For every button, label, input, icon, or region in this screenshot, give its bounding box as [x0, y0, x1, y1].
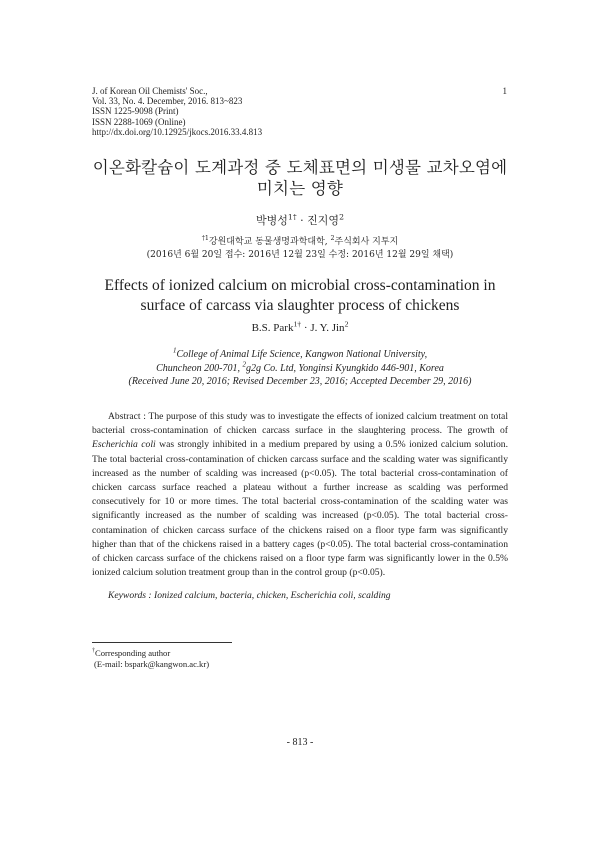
- issn-print: ISSN 1225-9098 (Print): [92, 106, 179, 117]
- footnote: [92, 648, 209, 670]
- english-affil2-sup: 2: [242, 360, 246, 369]
- issn-online: ISSN 2288-1069 (Online): [92, 116, 186, 127]
- abstract-text-2: was strongly inhibited in a medium prepared by using a 0.5% ionized calcium solution. The total bacterial cross-contamination of chicken carcass surface and the scalding water was significantly increased as the number of scalding was increased (p<0.05). The total bacterial cross-contamination of chicken carcass surface reached a plateau without a further increase as scalding was performed consecutively for 10 or more times. The total bacterial cross-contamination of the scalding water was significantly increased as the number of scalding was increased (p<0.05). The total bacterial cross-contamination of chicken carcass surface of the chickens raised on a floor type farm was significantly higher than that of the chickens raised in a battery cages (p<0.05). The total bacterial cross-contamination of chicken carcass surface of the chickens raised on a floor type farm was significantly lower in the 0.5% ionized calcium solution treatment group than in the control group (p<0.05).: [92, 439, 508, 579]
- english-author1-sup: 1†: [293, 319, 302, 329]
- korean-affil2: 주식회사 지투지: [334, 237, 399, 247]
- journal-citation-block: [92, 86, 262, 137]
- english-affil2-pre: Chuncheon 200-701,: [156, 362, 243, 374]
- doi-link[interactable]: http://dx.doi.org/10.12925/jkocs.2016.33.4.813: [92, 126, 263, 137]
- author-separator: ·: [296, 214, 308, 227]
- page-number-bottom: - 813 -: [286, 737, 314, 748]
- english-affil1: College of Animal Life Science, Kangwon National University,: [176, 349, 428, 360]
- korean-author1-sup: 1†: [287, 212, 297, 222]
- korean-affiliation: [0, 236, 600, 262]
- abstract-italic-species: Escherichia coli: [92, 439, 156, 451]
- journal-name: J. of Korean Oil Chemists' Soc.,: [92, 86, 208, 96]
- korean-title-line2: 미치는 영향: [256, 179, 344, 198]
- korean-title-line1: 이온화칼슘이 도계과정 중 도체표면의 미생물 교차오염에: [92, 158, 508, 177]
- english-authors: [0, 319, 600, 334]
- korean-author2-sup: 2: [339, 212, 344, 222]
- korean-authors: [0, 212, 600, 228]
- english-affil2: g2g Co. Ltd, Yonginsi Kyungkido 446-901, Korea: [246, 362, 444, 374]
- journal-volume: Vol. 33, No. 4. December, 2016. 813~823: [92, 96, 243, 107]
- english-affil1-sup: 1: [172, 346, 177, 355]
- english-affiliation: [0, 348, 600, 389]
- corresponding-author: Corresponding author: [95, 648, 171, 658]
- abstract-text-1: The purpose of this study was to investigate the effects of ionized calcium treatment on total bacterial cross-contamination of chicken carcass surface in the slaughtering process. The growth of: [92, 411, 508, 437]
- korean-affil1: 강원대학교 동물생명과학대학,: [208, 237, 331, 247]
- corresponding-email: (E-mail: bspark@kangwon.ac.kr): [94, 659, 210, 669]
- english-author1: B.S. Park: [251, 322, 294, 334]
- korean-author2: 진지영: [307, 214, 340, 227]
- page-number-top: 1: [502, 86, 507, 96]
- english-dates: (Received June 20, 2016; Revised December 23, 2016; Accepted December 29, 2016): [128, 376, 472, 387]
- korean-title: [0, 157, 600, 199]
- korean-author1: 박병성: [256, 214, 288, 227]
- keywords: Keywords : Ionized calcium, bacteria, chicken, Escherichia coli, scalding: [108, 590, 391, 601]
- korean-dates: (2016년 6월 20일 접수: 2016년 12월 23일 수정: 2016년 12월 29일 채택): [146, 250, 454, 260]
- english-title-line2: surface of carcass via slaughter process of chickens: [140, 297, 460, 314]
- korean-affil-sup2: 2: [330, 235, 335, 242]
- footnote-divider: [92, 642, 232, 643]
- english-author2: J. Y. Jin: [310, 322, 345, 334]
- author-separator-en: ·: [301, 322, 311, 334]
- dagger-symbol: †: [92, 648, 96, 655]
- english-author2-sup: 2: [344, 319, 349, 329]
- english-title-line1: Effects of ionized calcium on microbial cross-contamination in: [104, 277, 496, 294]
- english-title: [0, 276, 600, 316]
- korean-affil-sup1: †1: [201, 235, 209, 242]
- abstract-label: Abstract :: [108, 411, 149, 422]
- abstract: [92, 410, 508, 580]
